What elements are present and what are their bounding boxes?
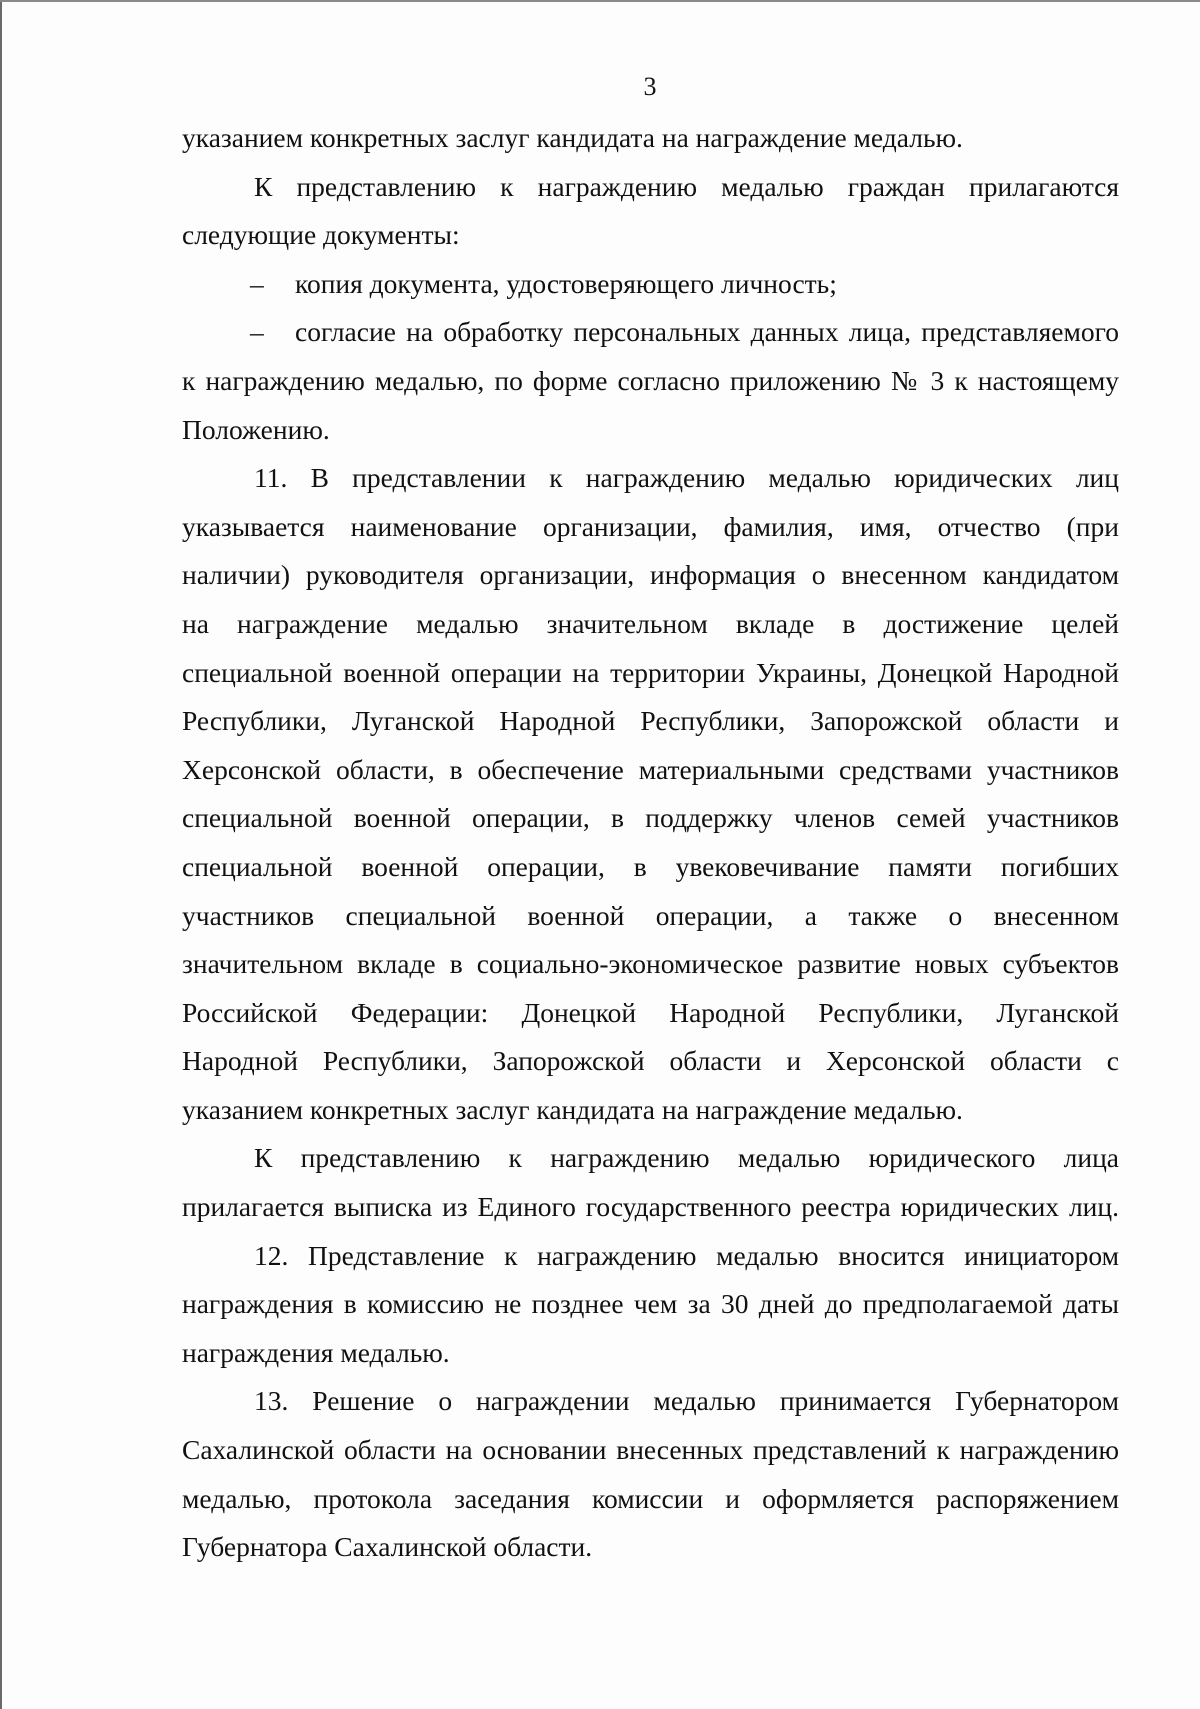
page-number: 3 — [643, 72, 657, 101]
text-line: прилагается выписка из Единого государственного реестра юридических лиц. — [182, 1191, 1119, 1223]
text-line: специальной военной операции, в поддержку членов семей участников — [182, 802, 1119, 834]
text-line: Положению. — [182, 413, 330, 445]
text-line: 11. В представлении к награждению медалью юридических лиц — [254, 462, 1119, 494]
text-line: к награждению медалью, по форме согласно приложению № 3 к настоящему — [182, 364, 1119, 396]
dash-marker: – — [250, 267, 264, 299]
text-line: указанием конкретных заслуг кандидата на награждение медалью. — [182, 1093, 963, 1125]
list-item — [182, 260, 1119, 309]
text-line: специальной военной операции, в увековечивание памяти погибших — [182, 850, 1119, 882]
text-line: следующие документы: — [182, 219, 460, 251]
list-item-text: согласие на обработку персональных данных лица, представляемого — [295, 316, 1119, 348]
text-line: участников специальной военной операции, а также о внесенном — [182, 899, 1119, 931]
text-line: К представлению к награждению медалью юридического лица — [254, 1142, 1119, 1174]
list-item-text: копия документа, удостоверяющего личность; — [295, 267, 837, 299]
scan-edge-left — [0, 0, 2, 1709]
text-line: Российской Федерации: Донецкой Народной Республики, Луганской — [182, 996, 1119, 1028]
text-line: Республики, Луганской Народной Республики, Запорожской области и — [182, 705, 1119, 737]
text-line: медалью, протокола заседания комиссии и оформляется распоряжением — [182, 1482, 1119, 1514]
list-item — [182, 308, 1119, 357]
text-line: награждения медалью. — [182, 1336, 450, 1368]
document-body — [182, 114, 1119, 1572]
text-line: наличии) руководителя организации, информация о внесенном кандидатом — [182, 559, 1119, 591]
text-line: значительном вкладе в социально-экономическое развитие новых субъектов — [182, 948, 1119, 980]
text-line: Херсонской области, в обеспечение материальными средствами участников — [182, 753, 1119, 785]
scan-edge-top — [0, 0, 1200, 2]
text-line: Губернатора Сахалинской области. — [182, 1531, 593, 1563]
text-line: на награждение медалью значительном вкладе в достижение целей — [182, 607, 1119, 639]
text-line: Народной Республики, Запорожской области и Херсонской области с — [182, 1045, 1119, 1077]
text-line: Сахалинской области на основании внесенных представлений к награждению — [182, 1434, 1119, 1466]
text-line: 12. Представление к награждению медалью вносится инициатором — [254, 1239, 1119, 1271]
text-line: К представлению к награждению медалью граждан прилагаются — [254, 170, 1119, 202]
text-line: специальной военной операции на территории Украины, Донецкой Народной — [182, 656, 1119, 688]
text-line: указанием конкретных заслуг кандидата на награждение медалью. — [182, 122, 963, 153]
text-line: награждения в комиссию не позднее чем за 30 дней до предполагаемой даты — [182, 1288, 1119, 1320]
text-line: указывается наименование организации, фамилия, имя, отчество (при — [182, 510, 1119, 542]
dash-marker: – — [250, 316, 264, 348]
text-line: 13. Решение о награждении медалью принимается Губернатором — [254, 1385, 1119, 1417]
